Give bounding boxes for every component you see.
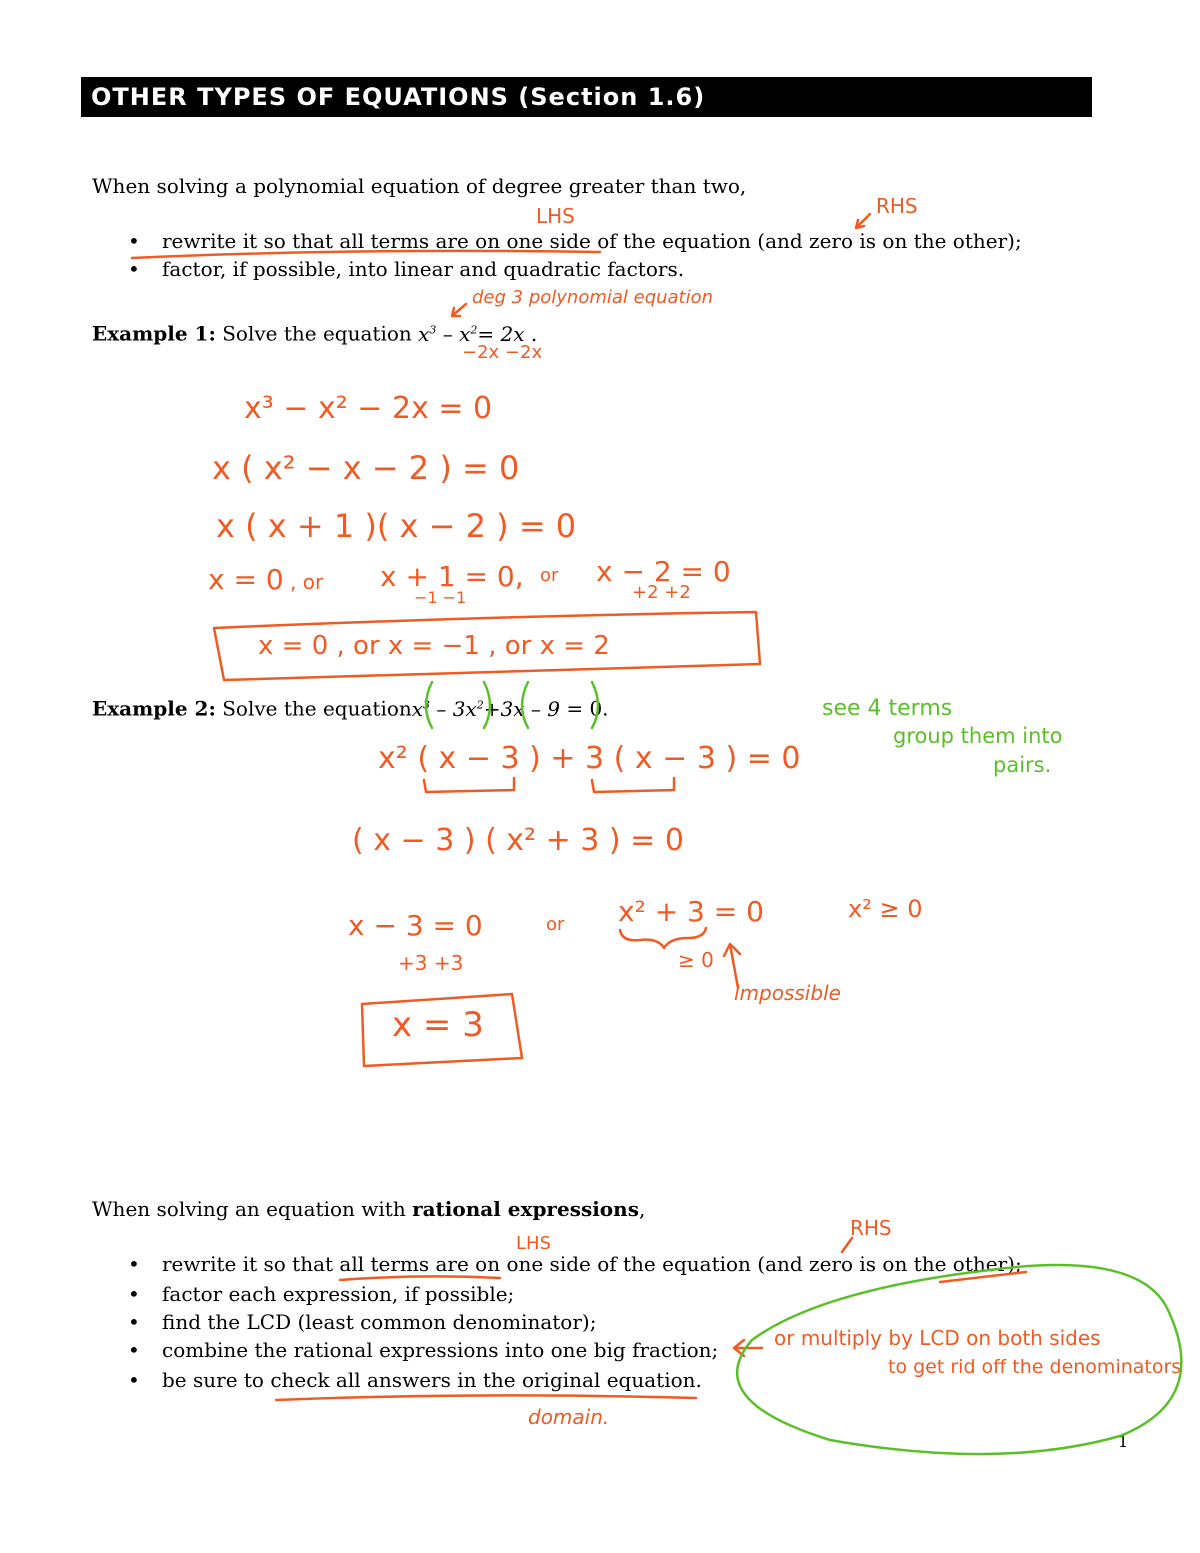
- ex1-final-answer: x = 0 , or x = −1 , or x = 2: [258, 631, 610, 661]
- example2-prompt: Solve the equation: [222, 696, 412, 721]
- annotation-lcd-line2: to get rid off the denominators: [888, 1356, 1182, 1378]
- bullet-check: • be sure to check all answers in the original equation.: [128, 1368, 702, 1392]
- annotation-lhs-1: LHS: [536, 204, 575, 228]
- ex2-final-answer: x = 3: [392, 1005, 484, 1045]
- ex1-work-line4e: x − 2 = 0: [596, 555, 731, 588]
- annotation-deg3: deg 3 polynomial equation: [472, 287, 714, 308]
- underline-check: [276, 1395, 696, 1400]
- bullet-lcd: • find the LCD (least common denominator);: [128, 1310, 597, 1334]
- ex1-plus2: +2 +2: [632, 582, 691, 603]
- arrow-deg3: [452, 304, 466, 316]
- ex1-work-line4d: or: [540, 565, 559, 586]
- ex1-minus1: −1 −1: [414, 588, 467, 607]
- bullet-rewrite-2: • rewrite it so that all terms are on one side of the equation (and zero is on the other);: [128, 1252, 1022, 1276]
- example2-equation: $x^3 - 3x^2+3x - 9$: [411, 696, 560, 721]
- underline-all-terms-2: [340, 1276, 500, 1280]
- example1-label: Example 1:: [92, 321, 216, 346]
- ex2-work-line3d: x² ≥ 0: [848, 895, 923, 923]
- ex1-work-line3: x ( x + 1 )( x − 2 ) = 0: [216, 507, 577, 545]
- example1-equation: $x^3 - x^2= 2x$ .: [418, 321, 538, 346]
- ex2-work-line3c: x² + 3 = 0: [618, 895, 764, 928]
- example2-label: Example 2:: [92, 696, 216, 721]
- ex2-ge0: ≥ 0: [678, 948, 714, 972]
- annotation-rhs-2: RHS: [850, 1216, 892, 1240]
- arrow-rhs-2: [842, 1238, 852, 1252]
- ex2-bracket-2: [592, 778, 674, 792]
- intro-polynomial: When solving a polynomial equation of degree greater than two,: [92, 174, 747, 198]
- ex1-work-line1: x³ − x² − 2x = 0: [244, 391, 493, 426]
- page-number: 1: [1118, 1432, 1129, 1451]
- ex1-work-line4b: , or: [290, 570, 324, 594]
- ex2-note-group: group them into: [893, 724, 1063, 748]
- annotation-lhs-2: LHS: [516, 1233, 551, 1254]
- example1-prompt: Solve the equation: [222, 321, 412, 346]
- ex2-work-line3b: or: [546, 914, 565, 935]
- bullet-factor-2: • factor each expression, if possible;: [128, 1282, 515, 1306]
- ex2-work-line2: ( x − 3 ) ( x² + 3 ) = 0: [352, 823, 684, 858]
- arrow-rhs-1: [856, 214, 870, 228]
- ex2-brace: [620, 928, 706, 948]
- bullet-rewrite-1: • rewrite it so that all terms are on one side of the equation (and zero is on the other);: [128, 229, 1022, 253]
- ex2-work-line3a: x − 3 = 0: [348, 909, 483, 942]
- ex1-work-line4a: x = 0: [208, 563, 284, 596]
- annotation-minus-2x: −2x −2x: [462, 342, 543, 363]
- ex2-note-pairs: pairs.: [993, 753, 1052, 777]
- bullet-factor-1: • factor, if possible, into linear and quadratic factors.: [128, 257, 685, 281]
- ex2-work-line1: x² ( x − 3 ) + 3 ( x − 3 ) = 0: [378, 741, 801, 776]
- bullet-combine: • combine the rational expressions into one big fraction;: [128, 1338, 719, 1362]
- arrow-lcd: [734, 1340, 762, 1356]
- ex2-impossible: impossible: [734, 981, 841, 1005]
- example2-heading: Example 2: Solve the equationx$^3$ – $3x^2+3x - 9 = 0$.: [92, 696, 609, 721]
- ex1-work-line4c: x + 1 = 0,: [380, 560, 524, 593]
- annotation-rhs-1: RHS: [876, 194, 918, 218]
- ex2-plus3: +3 +3: [398, 951, 464, 975]
- annotation-lcd-line1: or multiply by LCD on both sides: [774, 1326, 1101, 1350]
- ex2-note-see4terms: see 4 terms: [822, 696, 953, 721]
- ex2-bracket-1: [424, 778, 514, 792]
- annotation-domain: domain.: [528, 1405, 610, 1429]
- page-title: OTHER TYPES OF EQUATIONS (Section 1.6): [81, 77, 1092, 117]
- ex1-work-line2: x ( x² − x − 2 ) = 0: [212, 449, 520, 487]
- intro-rational: When solving an equation with rational expressions,: [92, 1197, 646, 1221]
